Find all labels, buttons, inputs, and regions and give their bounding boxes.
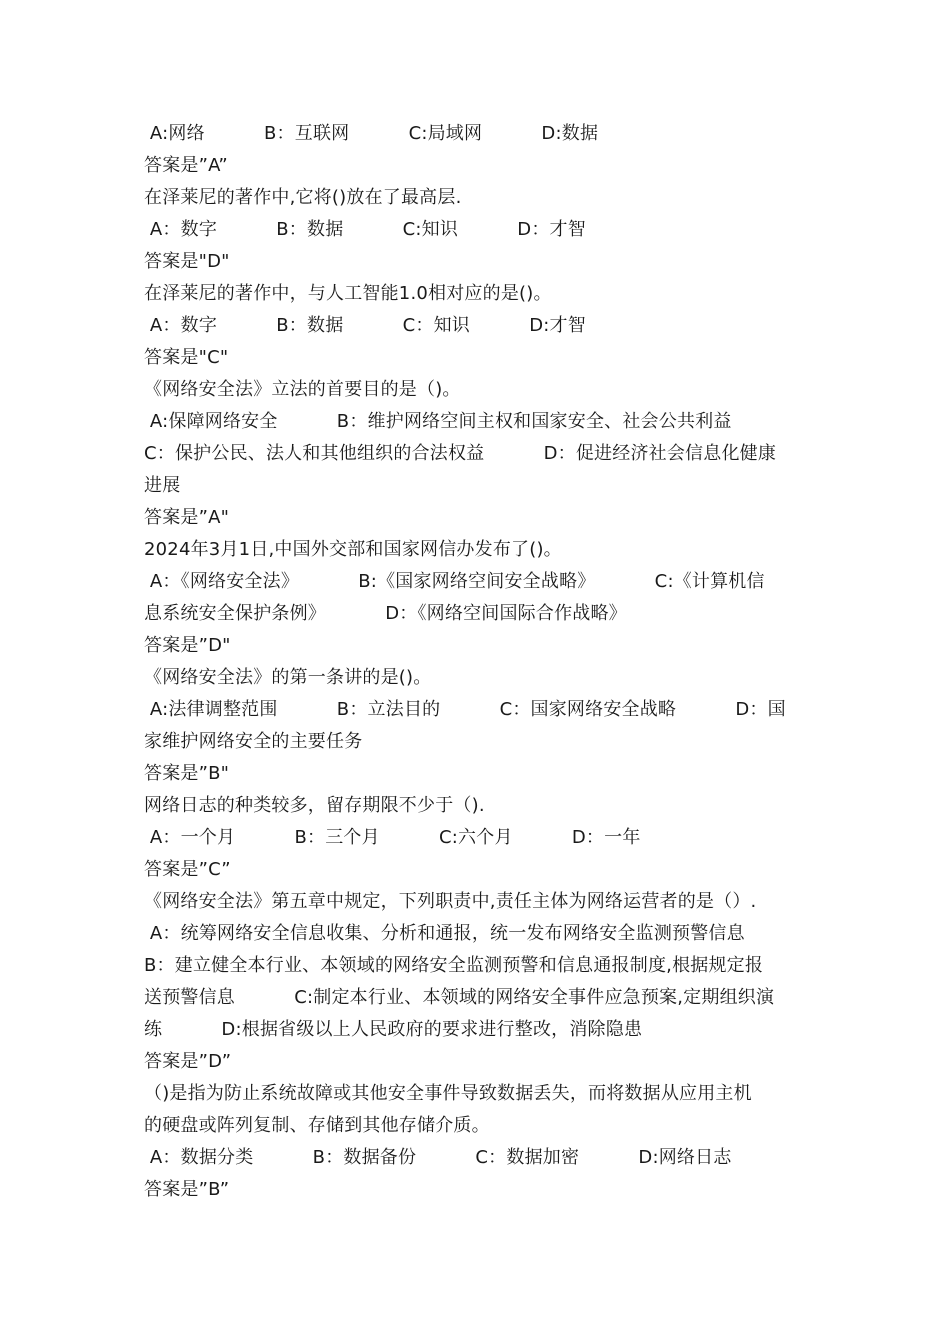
text-line: 答案是”D”: [144, 1051, 232, 1072]
text-line: A:网络 B：互联网 C:局域网 D:数据: [144, 123, 599, 144]
text-line: A：《网络安全法》 B:《国家网络空间安全战略》 C:《计算机信: [144, 571, 765, 592]
text-line: 《网络安全法》的第一条讲的是()。: [144, 667, 432, 688]
text-line: 答案是”B”: [144, 1179, 230, 1200]
document-body: [144, 118, 810, 1206]
text-line: A：数字 B：数据 C:知识 D：才智: [144, 219, 586, 240]
text-line: 进展: [144, 475, 181, 496]
text-line: A：统筹网络安全信息收集、分析和通报，统一发布网络安全监测预警信息: [144, 923, 745, 944]
text-line: A:法律调整范围 B：立法目的 C：国家网络安全战略 D：国: [144, 699, 786, 720]
text-line: 答案是”A": [144, 507, 230, 528]
text-line: C：保护公民、法人和其他组织的合法权益 D：促进经济社会信息化健康: [144, 443, 777, 464]
text-line: 练 D:根据省级以上人民政府的要求进行整改，消除隐患: [144, 1019, 643, 1040]
text-line: 在泽莱尼的著作中，与人工智能1.0相对应的是()。: [144, 283, 552, 304]
text-line: 2024年3月1日,中国外交部和国家网信办发布了()。: [144, 539, 562, 560]
text-line: 的硬盘或阵列复制、存储到其他存储介质。: [144, 1115, 490, 1136]
text-line: 《网络安全法》立法的首要目的是（)。: [144, 379, 461, 400]
text-line: A：数字 B：数据 C：知识 D:才智: [144, 315, 586, 336]
text-line: 答案是”C”: [144, 859, 231, 880]
text-line: 答案是”D": [144, 635, 231, 656]
text-line: （)是指为防止系统故障或其他安全事件导致数据丢失，而将数据从应用主机: [144, 1083, 752, 1104]
text-line: A：数据分类 B：数据备份 C：数据加密 D:网络日志: [144, 1147, 732, 1168]
text-line: 答案是”A”: [144, 155, 228, 176]
text-line: 答案是"D": [144, 251, 230, 272]
text-line: 答案是"C": [144, 347, 229, 368]
text-line: 送预警信息 C:制定本行业、本领域的网络安全事件应急预案,定期组织演: [144, 987, 775, 1008]
text-line: 家维护网络安全的主要任务: [144, 731, 363, 752]
text-line: 答案是”B": [144, 763, 230, 784]
text-line: 息系统安全保护条例》 D：《网络空间国际合作战略》: [144, 603, 627, 624]
text-line: A:保障网络安全 B：维护网络空间主权和国家安全、社会公共利益: [144, 411, 732, 432]
text-line: A：一个月 B：三个月 C:六个月 D：一年: [144, 827, 641, 848]
text-line: 网络日志的种类较多，留存期限不少于（).: [144, 795, 485, 816]
text-line: 在泽莱尼的著作中,它将()放在了最高层.: [144, 187, 462, 208]
text-line: 《网络安全法》第五章中规定，下列职责中,责任主体为网络运营者的是（）.: [144, 891, 757, 912]
text-line: B：建立健全本行业、本领域的网络安全监测预警和信息通报制度,根据规定报: [144, 955, 764, 976]
